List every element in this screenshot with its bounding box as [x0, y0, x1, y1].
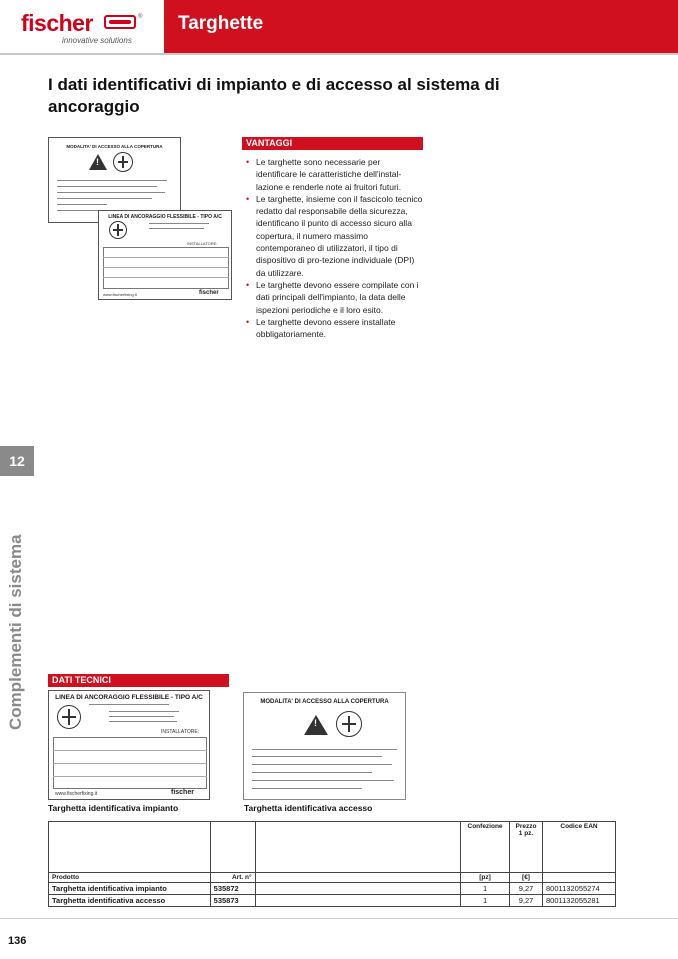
- advantages-list: [242, 156, 423, 340]
- access-plate-title: MODALITA' DI ACCESSO ALLA COPERTURA: [66, 144, 163, 149]
- plate-url: www.fischerfixing.it: [55, 791, 98, 797]
- table-subheader-row: [49, 873, 616, 883]
- list-item: • Le targhette devono essere installate obbligatoriamente.: [242, 316, 423, 341]
- registered-mark: ®: [138, 14, 143, 20]
- line-plate-title: LINEA DI ANCORAGGIO FLESSIBILE - TIPO A/C: [55, 694, 203, 701]
- header-confezione: Confezione: [461, 822, 510, 873]
- harness-icon: [113, 152, 133, 172]
- plate-brand: fischer: [199, 290, 219, 296]
- page-header: [0, 0, 678, 55]
- line-plate-illustration: [98, 210, 232, 300]
- header-confezione-unit: [pz]: [461, 873, 510, 883]
- caption-access-plate: Targhetta identificativa accesso: [244, 803, 373, 813]
- installer-label: INSTALLATORE:: [187, 241, 218, 246]
- harness-icon: [336, 711, 362, 737]
- advantages-section: [242, 137, 423, 340]
- footer-divider: [0, 918, 678, 919]
- list-item: • Le targhette, insieme con il fascicolo tecnico redatto dal responsabile della sicurezza, identificano il punto di accesso sicuro alla copertura, il numero massimo contemporaneo di utilizzatori, il tipo di dispositivo di pro-tezione individuale (DPI) da utilizzare.: [242, 193, 423, 279]
- harness-icon: [109, 221, 127, 239]
- page-number: 136: [8, 935, 27, 947]
- chapter-number: 12: [0, 446, 34, 476]
- advantages-label: VANTAGGI: [242, 137, 423, 150]
- installer-label: INSTALLATORE:: [161, 729, 200, 735]
- section-title: Targhette: [178, 13, 264, 34]
- product-table: [48, 821, 616, 907]
- table-header-row: [49, 822, 616, 873]
- harness-icon: [57, 705, 81, 729]
- list-item: • Le targhette devono essere compilate con i dati principali dell'impianto, la data delle ispezioni periodiche e il loro esito.: [242, 279, 423, 316]
- brand-logo: [0, 0, 164, 55]
- brand-name: fischer: [21, 10, 93, 36]
- brand-mark-icon: [104, 15, 136, 29]
- section-title-bar: [164, 0, 678, 55]
- access-plate-image: [243, 692, 406, 800]
- page-title: I dati identificativi di impianto e di accesso al sistema di ancoraggio: [48, 75, 500, 116]
- plate-url: www.fischerfixing.it: [103, 292, 137, 297]
- header-art: Art. n°: [210, 873, 255, 883]
- header-ean: Codice EAN: [543, 822, 616, 873]
- warning-icon: [89, 154, 107, 170]
- list-item: • Le targhette sono necessarie per identificare le caratteristiche dell'instal-lazione e renderle note ai fruitori futuri.: [242, 156, 423, 193]
- brand-tagline: innovative solutions: [62, 36, 132, 45]
- plate-brand: fischer: [171, 789, 194, 796]
- header-prezzo: Prezzo 1 pz.: [510, 822, 543, 873]
- table-row: Targhetta identificativa impianto 535872 1 9,27 8001132055274: [49, 883, 616, 895]
- line-plate-title: LINEA DI ANCORAGGIO FLESSIBILE - TIPO A/C: [108, 214, 222, 220]
- line-plate-image: [48, 690, 210, 800]
- caption-plant-plate: Targhetta identificativa impianto: [48, 803, 179, 813]
- table-row: Targhetta identificativa accesso 535873 1 9,27 8001132055281: [49, 895, 616, 907]
- access-plate-title: MODALITA' DI ACCESSO ALLA COPERTURA: [260, 699, 389, 705]
- technical-data-label: DATI TECNICI: [48, 674, 229, 687]
- warning-icon: [304, 715, 328, 735]
- header-prodotto: Prodotto: [49, 873, 211, 883]
- header-prezzo-unit: [€]: [510, 873, 543, 883]
- chapter-label: Complementi di sistema: [6, 534, 25, 730]
